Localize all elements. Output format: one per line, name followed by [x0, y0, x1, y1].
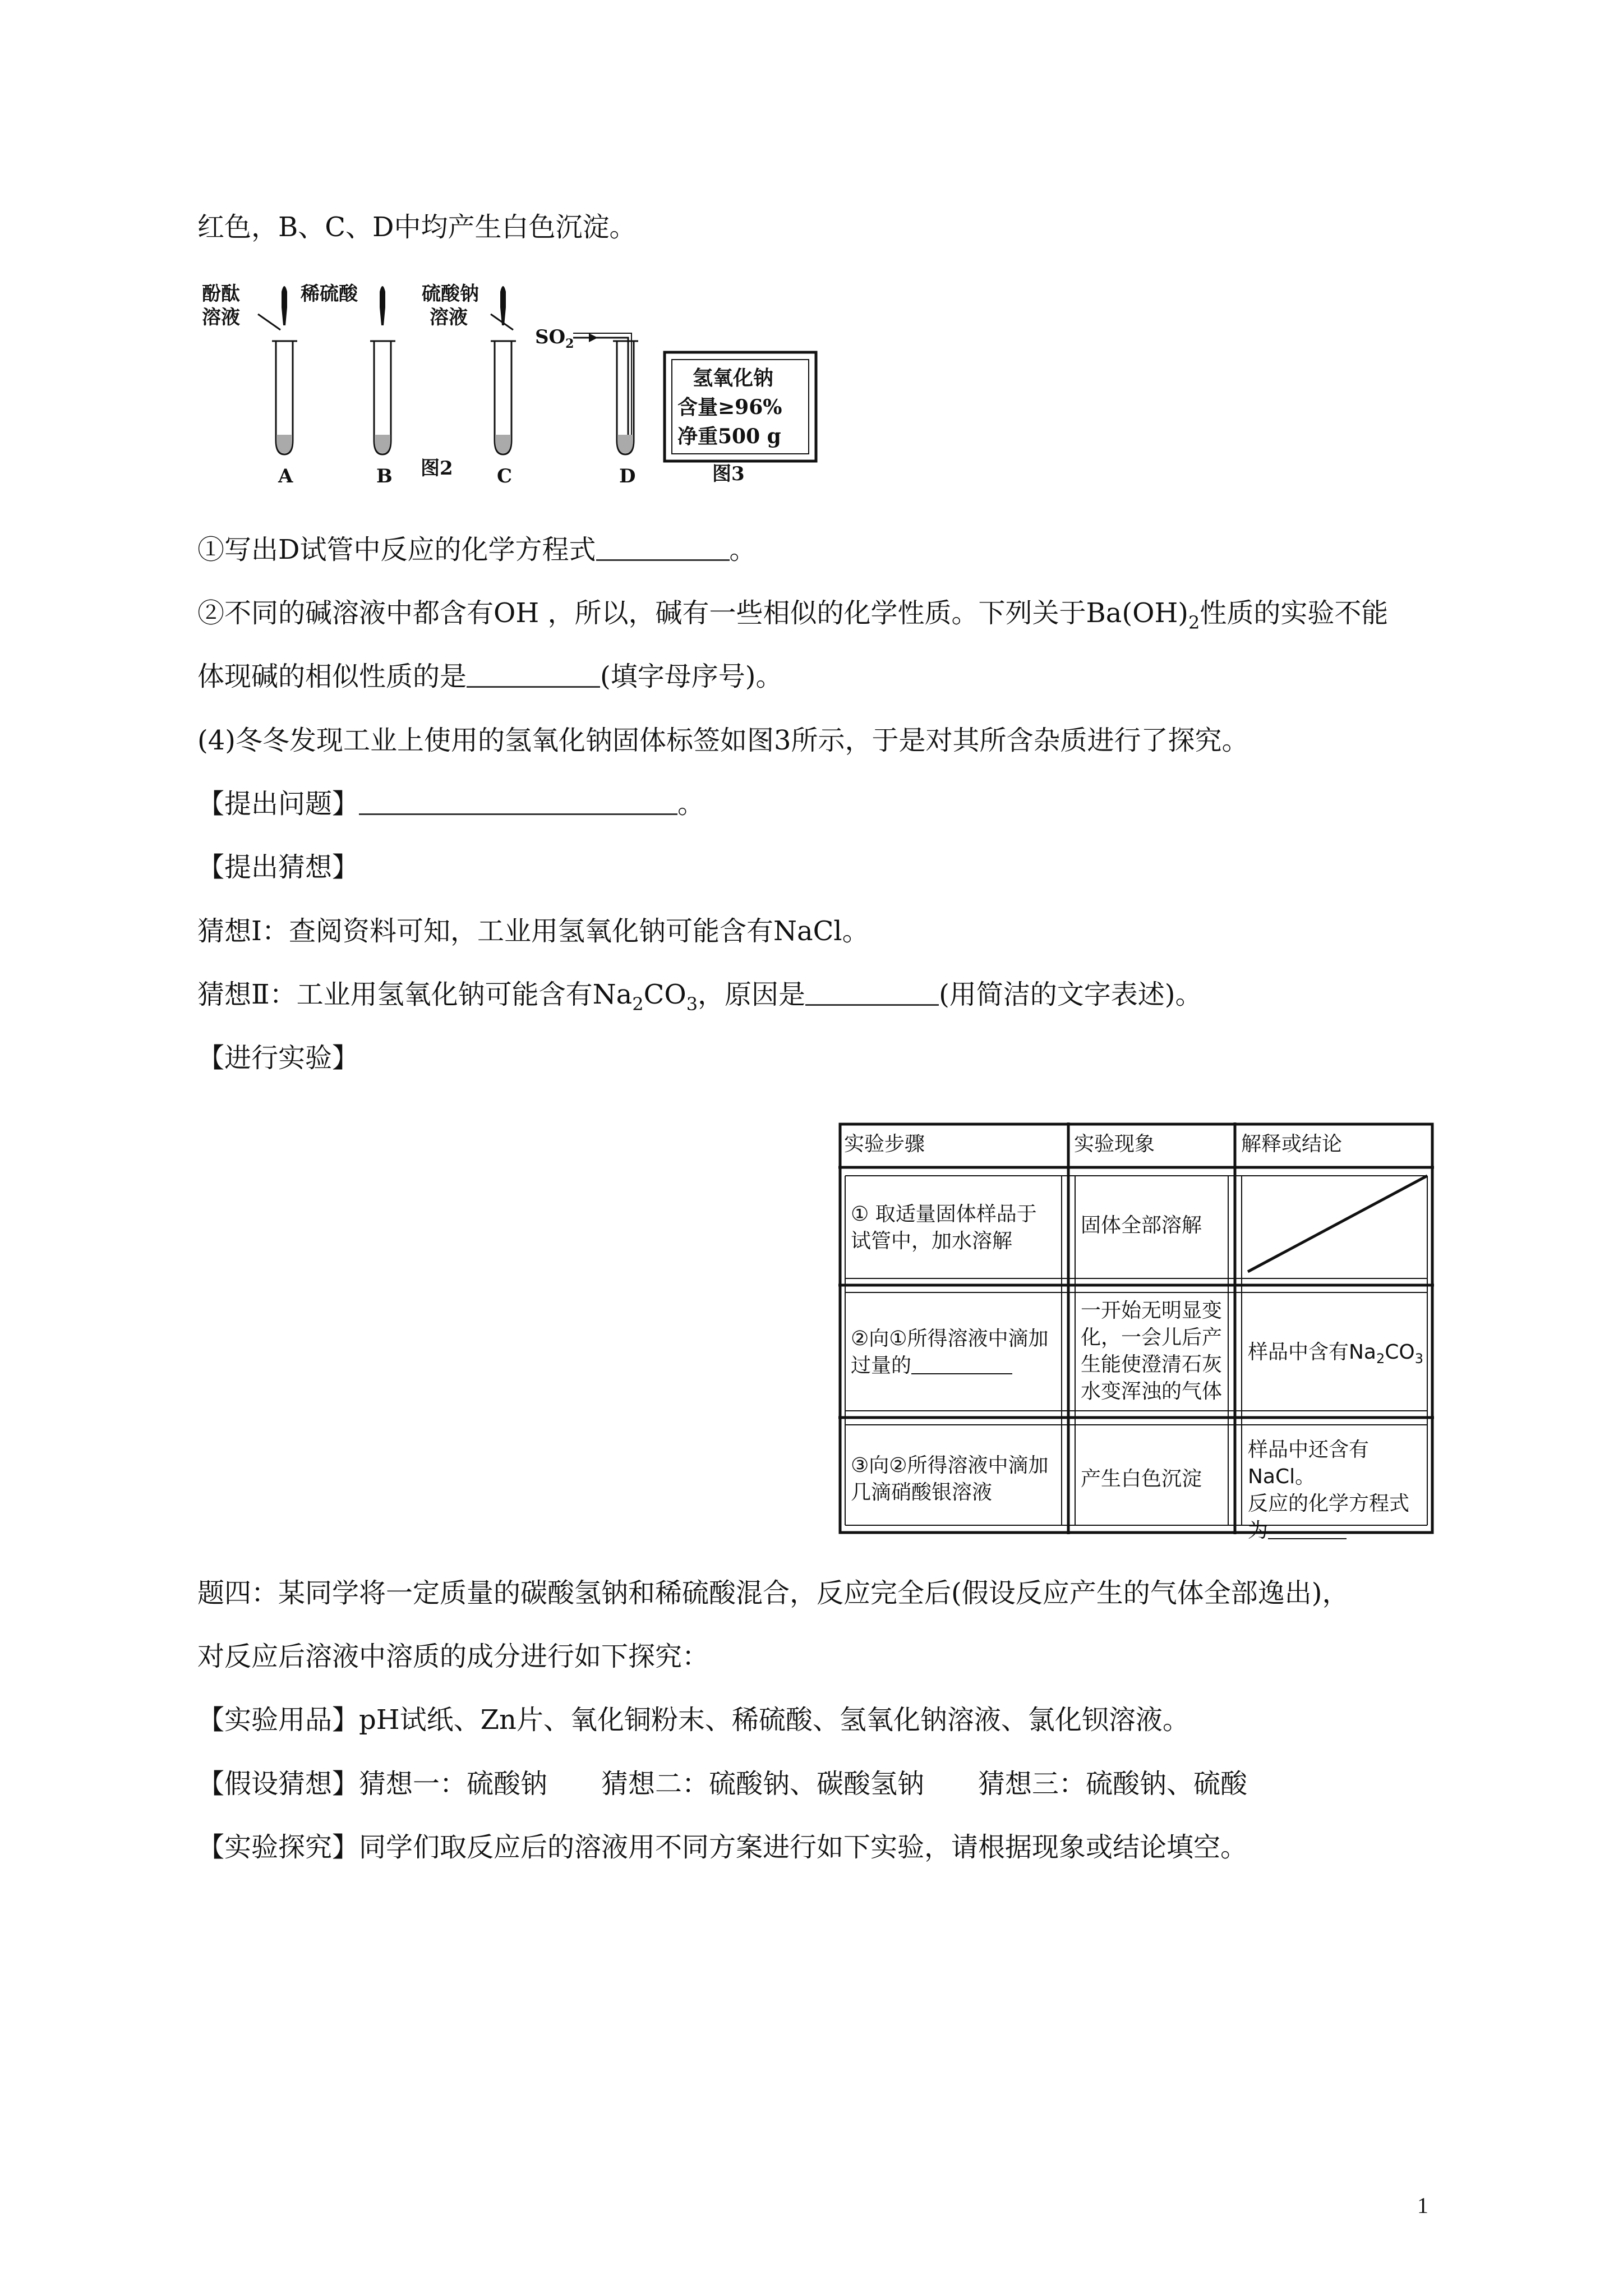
answer-blank-2[interactable]: [467, 661, 600, 688]
header-phenomenon: 实验现象: [1074, 1133, 1155, 1156]
guess-1: 猜想Ⅰ：查阅资料可知，工业用氢氧化钠可能含有NaCl。: [197, 915, 869, 947]
row3-conclusion: 样品中还含有NaCl。 反应的化学方程式 为: [1248, 1438, 1410, 1542]
diagonal-slash: [1248, 1176, 1427, 1272]
row1-phenomenon: 固体全部溶解: [1081, 1214, 1202, 1237]
experiment-table: [838, 1122, 1434, 1542]
experiment-heading: 【进行实验】: [197, 1042, 359, 1074]
sodium-hydroxide-label: [665, 352, 816, 461]
problem-4-line-2: 对反应后溶液中溶质的成分进行如下探究：: [197, 1641, 709, 1672]
row2-step: ②向①所得溶液中滴加 过量的: [851, 1327, 1049, 1377]
reagent-b-label: 稀硫酸: [301, 283, 358, 305]
tube-label-d: D: [619, 465, 636, 487]
row2-conclusion: 样品中含有$Na_2CO_3$: [1248, 1341, 1424, 1366]
gas-label: $SO_2$: [535, 326, 574, 351]
row2-phenomenon: 一开始无明显变 化，一会儿后产 生能使澄清石灰 水变浑浊的气体: [1081, 1299, 1223, 1403]
header-step: 实验步骤: [844, 1133, 925, 1156]
figure-2-3: [196, 275, 830, 499]
answer-blank-4[interactable]: [805, 979, 939, 1006]
question-3-2-line-2: 体现碱的相似性质的是 (填字母序号)。: [197, 661, 783, 692]
svg-text:含量≥96%: 含量≥96%: [677, 395, 782, 419]
question-4: (4)冬冬发现工业上使用的氢氧化钠固体标签如图3所示，于是对其所含杂质进行了探究。: [197, 725, 1249, 756]
reagent-a-line1: 酚酞: [202, 283, 240, 305]
ask-question-line: 【提出问题】 。: [197, 788, 705, 820]
row3-blank[interactable]: [1268, 1518, 1347, 1539]
problem-4-line-1: 题四：某同学将一定质量的碳酸氢钠和稀硫酸混合，反应完全后(假设反应产生的气体全部逸出)，: [197, 1577, 1349, 1609]
row1-step: ① 取适量固体样品于 试管中，加水溶解: [851, 1203, 1037, 1253]
row2-blank[interactable]: [911, 1353, 1012, 1374]
guess-heading: 【提出猜想】: [197, 852, 359, 883]
row3-step: ③向②所得溶液中滴加 几滴硝酸银溶液: [851, 1454, 1049, 1504]
problem-4-hypotheses: 【假设猜想】猜想一：硫酸钠 猜想二：硫酸钠、碳酸氢钠 猜想三：硫酸钠、硫酸: [197, 1768, 1248, 1800]
tube-label-a: A: [278, 465, 293, 487]
svg-text:净重500 g: 净重500 g: [677, 425, 781, 448]
reagent-c-line2: 溶液: [430, 306, 468, 329]
page-number: 1: [1417, 2193, 1428, 2218]
header-conclusion: 解释或结论: [1241, 1133, 1343, 1156]
question-3-1: ①写出D试管中反应的化学方程式 。: [197, 534, 757, 565]
answer-blank-3[interactable]: [359, 789, 677, 815]
figure-2-caption: 图2: [421, 457, 453, 480]
tube-label-c: C: [497, 465, 513, 487]
problem-4-materials: 【实验用品】pH试纸、Zn片、氧化铜粉末、稀硫酸、氢氧化钠溶液、氯化钡溶液。: [197, 1704, 1189, 1736]
tube-label-b: B: [376, 465, 393, 487]
reagent-c-line1: 硫酸钠: [422, 283, 479, 305]
reagent-a-line2: 溶液: [202, 306, 240, 329]
row3-phenomenon: 产生白色沉淀: [1081, 1467, 1202, 1490]
problem-4-exploration: 【实验探究】同学们取反应后的溶液用不同方案进行如下实验，请根据现象或结论填空。: [197, 1832, 1248, 1863]
guess-2: 猜想Ⅱ：工业用氢氧化钠可能含有$Na_2CO_3$，原因是 (用简洁的文字表述)。: [197, 979, 1202, 1015]
text-line-1: 红色，B、C、D中均产生白色沉淀。: [197, 211, 637, 243]
answer-blank-1[interactable]: [596, 535, 730, 561]
figure-3-caption: 图3: [712, 463, 745, 485]
question-3-2-line-1: ②不同的碱溶液中都含有OH ，所以，碱有一些相似的化学性质。下列关于$Ba(OH)_2$性质的实验不能: [197, 597, 1389, 633]
svg-text:氢氧化钠: 氢氧化钠: [693, 366, 774, 390]
